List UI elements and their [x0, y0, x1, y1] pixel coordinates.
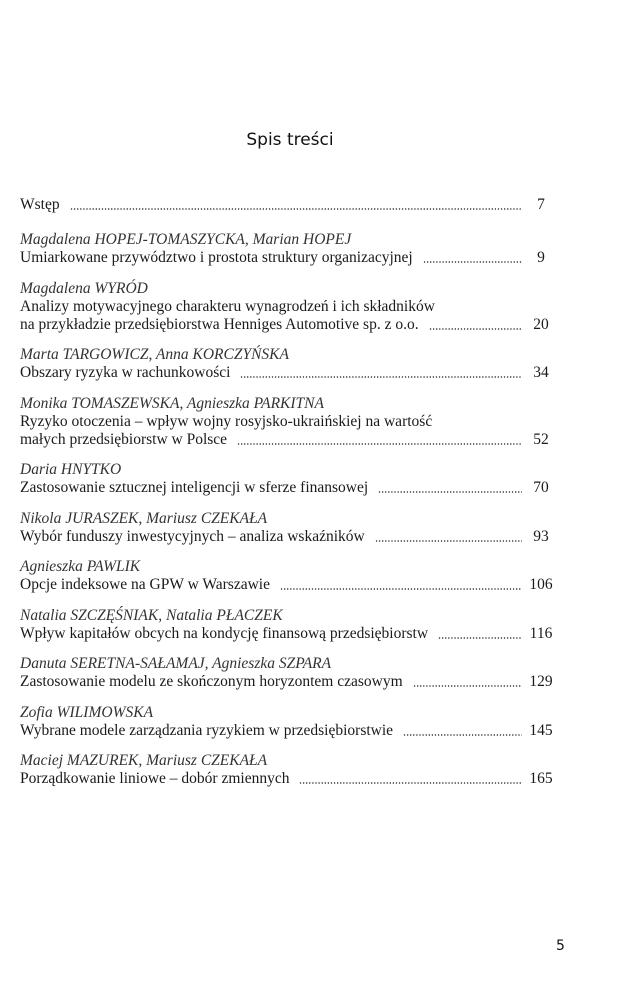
entry-authors: Maciej MAZUREK, Mariusz CZEKAŁA: [20, 752, 268, 769]
dot-leader: [438, 637, 522, 639]
toc-entry: [20, 607, 560, 643]
entry-title: Umiarkowane przywództwo i prostota struktury organizacyjnej: [20, 249, 413, 266]
entry-title: na przykładzie przedsiębiorstwa Henniges Automotive sp. z o.o.: [20, 315, 419, 333]
toc-entry: [20, 231, 560, 267]
entry-page-number: 20: [533, 315, 549, 333]
entry-title-line: [20, 673, 560, 691]
entry-title: Wybrane modele zarządzania ryzykiem w przedsiębiorstwie: [20, 721, 394, 739]
entry-page-number: 129: [529, 673, 553, 690]
dot-leader: [429, 328, 522, 330]
entry-title: Wybór funduszy inwestycyjnych – analiza wskaźników: [20, 527, 365, 545]
entry-authors: Magdalena HOPEJ-TOMASZYCKA, Marian HOPEJ: [20, 231, 352, 248]
entry-title-line: [20, 770, 560, 788]
dot-leader: [237, 443, 522, 445]
page-number: 5: [556, 938, 565, 954]
entry-authors: Nikola JURASZEK, Mariusz CZEKAŁA: [20, 509, 268, 527]
entry-title: Zastosowanie sztucznej inteligencji w sferze finansowej: [20, 479, 369, 496]
entry-page-number: 93: [533, 527, 549, 545]
entry-title: Analizy motywacyjnego charakteru wynagrodzeń i ich składników: [20, 297, 435, 315]
entry-title-line: [20, 479, 560, 497]
toc-entry: [20, 346, 560, 382]
dot-leader: [240, 376, 522, 378]
toc-entry: [20, 395, 560, 449]
entry-authors: Daria HNYTKO: [20, 461, 122, 478]
page-title: Spis treści: [246, 130, 334, 150]
dot-leader: [378, 491, 522, 493]
entry-page-number: 70: [533, 479, 549, 496]
entry-title-line: [20, 528, 560, 546]
entry-title: Wpływ kapitałów obcych na kondycję finansową przedsiębiorstw: [20, 624, 429, 642]
entry-title: Obszary ryzyka w rachunkowości: [20, 364, 231, 381]
toc-entry: [20, 655, 560, 691]
toc-entry: [20, 558, 560, 594]
entry-page-number: 106: [529, 576, 553, 593]
dot-leader: [403, 734, 522, 736]
entry-authors: Natalia SZCZĘŚNIAK, Natalia PŁACZEK: [20, 606, 283, 624]
entry-authors: Magdalena WYRÓD: [20, 279, 148, 297]
entry-title-line: [20, 576, 560, 594]
entry-title: Zastosowanie modelu ze skończonym horyzontem czasowym: [20, 673, 403, 690]
entry-authors: Monika TOMASZEWSKA, Agnieszka PARKITNA: [20, 394, 324, 412]
dot-leader: [413, 685, 522, 687]
toc-entry: [20, 704, 560, 740]
entry-page-number: 145: [529, 721, 553, 739]
toc-entry: [20, 461, 560, 497]
entry-title: Opcje indeksowe na GPW w Warszawie: [20, 576, 270, 593]
entry-page-number: 165: [529, 770, 553, 787]
entry-title-line: [20, 364, 560, 382]
toc-entry: [20, 752, 560, 788]
entry-page-number: 7: [537, 196, 545, 213]
entry-title-line: [20, 431, 560, 449]
entry-title: Wstęp: [20, 196, 60, 213]
entry-authors: Zofia WILIMOWSKA: [20, 703, 154, 721]
entry-title-line: [20, 625, 560, 643]
dot-leader: [70, 208, 522, 210]
dot-leader: [375, 540, 522, 542]
entry-title: Ryzyko otoczenia – wpływ wojny rosyjsko-ukraińskiej na wartość: [20, 412, 433, 430]
entry-authors: Marta TARGOWICZ, Anna KORCZYŃSKA: [20, 346, 289, 363]
entry-title-line: [20, 249, 560, 267]
entry-title-line: [20, 196, 560, 214]
entry-title-line: [20, 316, 560, 334]
entry-title: Porządkowanie liniowe – dobór zmiennych: [20, 770, 290, 787]
entry-page-number: 34: [533, 364, 549, 381]
table-of-contents: [20, 196, 560, 801]
toc-entry: [20, 196, 560, 214]
toc-entry: [20, 280, 560, 334]
entry-authors: Agnieszka PAWLIK: [20, 558, 141, 575]
entry-page-number: 116: [529, 624, 553, 642]
entry-title-line: [20, 722, 560, 740]
entry-page-number: 9: [537, 249, 545, 266]
entry-title: małych przedsiębiorstw w Polsce: [20, 430, 228, 448]
dot-leader: [423, 261, 522, 263]
entry-authors: Danuta SERETNA-SAŁAMAJ, Agnieszka SZPARA: [20, 655, 332, 672]
entry-page-number: 52: [533, 430, 549, 448]
entry-title-line: [20, 298, 560, 316]
dot-leader: [280, 588, 522, 590]
dot-leader: [299, 782, 522, 784]
toc-entry: [20, 510, 560, 546]
entry-title-line: [20, 413, 560, 431]
